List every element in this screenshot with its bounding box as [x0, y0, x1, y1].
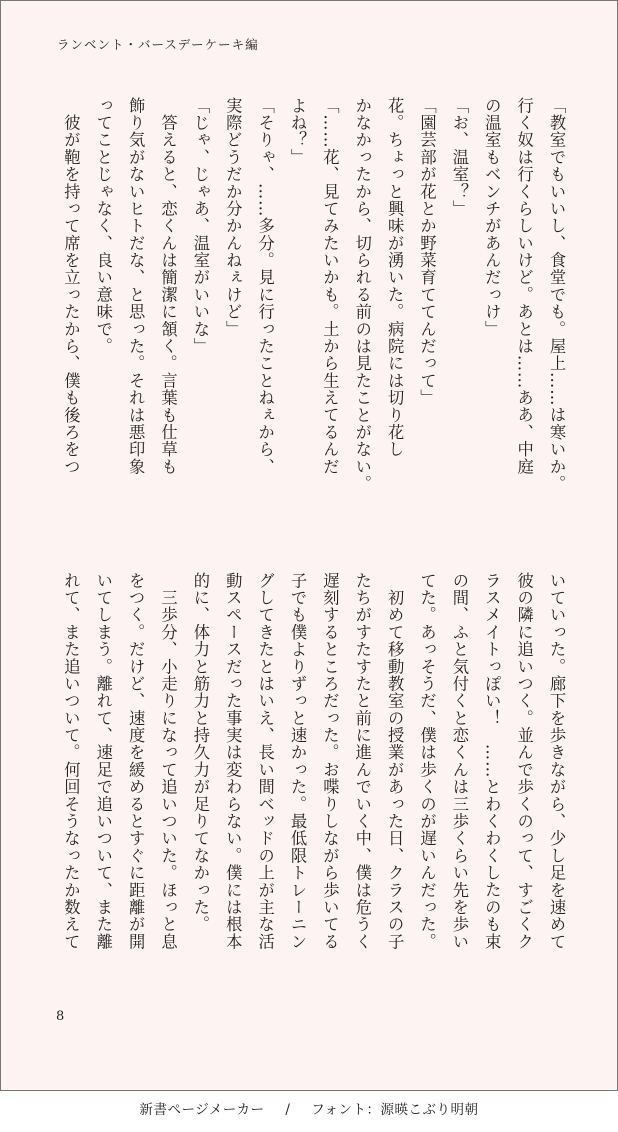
text-line: よね？」: [288, 97, 307, 166]
text-line: 「教室でもいいし、食堂でも。屋上……は寒いか。: [547, 97, 566, 493]
text-line: の間、ふと気付くと恋くんは三歩くらい先を歩い: [449, 572, 469, 951]
text-line: 三歩分、小走りになって追いついた。ほっと息: [158, 572, 178, 951]
text-line: グしてきたとはいえ、長い間ベッドの上が主な活: [255, 572, 275, 951]
text-line: 飾り気がないヒトだな、と思った。それは悪印象: [126, 97, 146, 476]
text-line: 答えると、恋くんは簡潔に頷く。言葉も仕草も: [158, 97, 178, 476]
text-line: ラスメイトっぽい！ ……とわくわくしたのも束: [482, 572, 502, 951]
text-line: いてしまう。離れて、速足で追いついて、また離: [93, 572, 113, 951]
text-line: れて、また追いついて。何回そうなったか数えて: [61, 572, 81, 951]
text-line: 彼が鞄を持って席を立ったから、僕も後ろをつ: [61, 97, 81, 476]
text-line: の温室もベンチがあんだっけ」: [482, 97, 502, 338]
footer-separator: /: [285, 1102, 291, 1118]
text-line: 的に、体力と筋力と持久力が足りてなかった。: [190, 572, 210, 933]
text-line: てた。あっそうだ、僕は歩くのが遅いんだった。: [417, 572, 437, 951]
text-line: 遅刻するところだった。お喋りしながら歩いてる: [320, 572, 340, 951]
text-line: 花。ちょっと興味が湧いた。病院には切り花し: [385, 97, 405, 458]
text-line: 彼の隣に追いつく。並んで歩くのって、すごくク: [514, 572, 534, 951]
text-line: 初めて移動教室の授業があった日、クラスの子: [385, 572, 405, 951]
text-line: 動スペースだった事実は変わらない。僕には根本: [223, 572, 243, 951]
text-line: 実際どうだか分かんねぇけど」: [223, 97, 243, 338]
running-head: ランベント・バースデーケーキ編: [57, 37, 259, 52]
text-line: かなかったから、切られる前のは見たことがない。: [352, 97, 372, 493]
text-line: 「お、温室？」: [449, 97, 469, 218]
text-line: たちがすたすたと前に進んでいく中、僕は危うく: [352, 572, 372, 951]
text-line: 「園芸部が花とか野菜育ててんだって」: [417, 97, 437, 407]
text-line: 「……花、見てみたいかも。土から生えてるんだ: [320, 97, 340, 476]
text-line: をつく。だけど、速度を緩めるとすぐに距離が開: [126, 572, 146, 951]
text-line: 行く奴は行くらしいけど。あとは……ああ、中庭: [514, 97, 534, 476]
text-line: ってことじゃなく、良い意味で。: [93, 97, 113, 355]
page-number: 8: [56, 1009, 65, 1024]
footer-font-label: フォント：源暎こぶり明朝: [311, 1102, 479, 1118]
text-line: いていった。廊下を歩きながら、少し足を速めて: [547, 572, 566, 951]
footer-maker-label: 新書ページメーカー: [139, 1102, 265, 1118]
text-line: 「じゃ、じゃあ、温室がいいな」: [190, 97, 210, 355]
footer-credit: [0, 1098, 618, 1118]
text-line: 「そりゃ、……多分。見に行ったことねぇから、: [255, 97, 275, 476]
text-block-top: [54, 97, 572, 517]
text-block-bottom: [54, 572, 572, 980]
text-line: 子でも僕よりずっと速かった。最低限トレーニン: [288, 572, 307, 951]
